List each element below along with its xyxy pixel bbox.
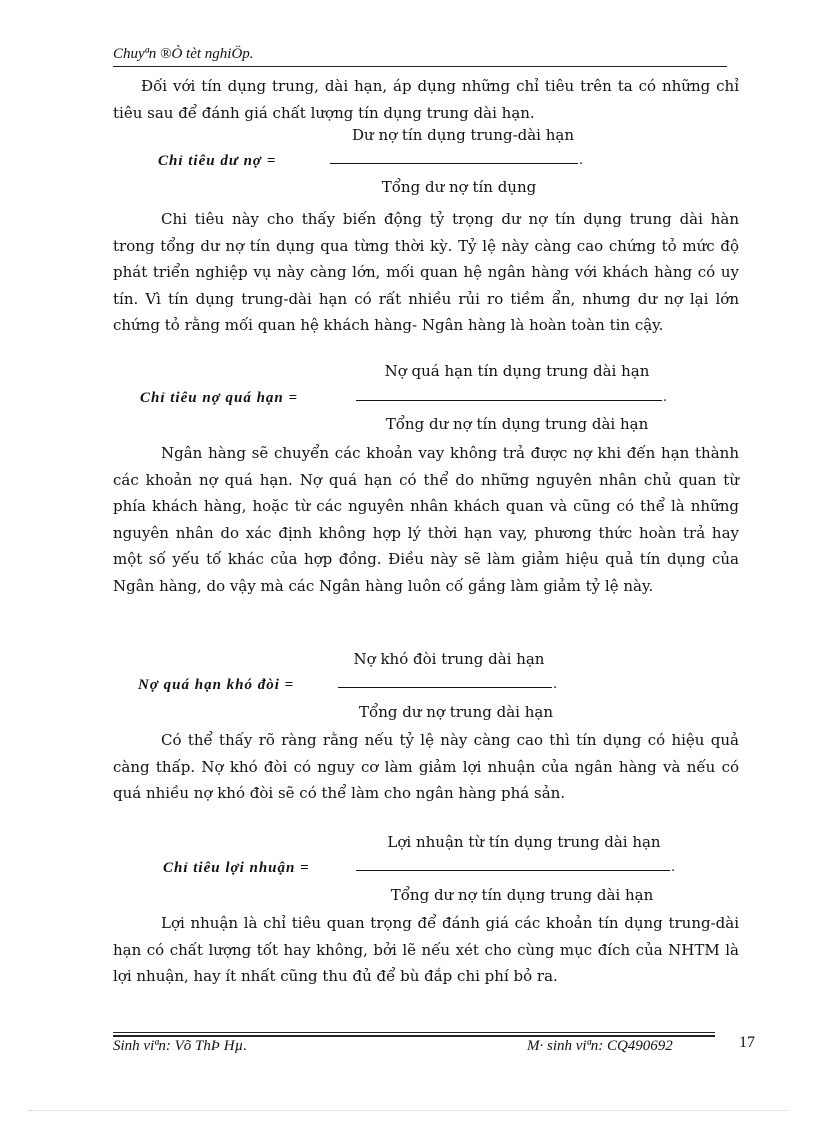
page-number: 17 bbox=[739, 1034, 755, 1051]
fraction-dot: . bbox=[579, 153, 584, 168]
formula-numerator: Nợ quá hạn tín dụng trung dài hạn bbox=[384, 362, 650, 380]
paragraph-profit-explanation: Lợi nhuận là chỉ tiêu quan trọng để đánh giá các khoản tín dụng trung-dài hạn có chất lượng tốt hay không, bởi lẽ nếu xét cho cùng mục đích của NHTM là lợi nhuận, hay ít nhất cũng thu đủ để bù đắp chi phí bỏ ra. bbox=[113, 914, 739, 985]
formula-label: Chỉ tiêu dư nợ = bbox=[158, 153, 277, 169]
formula-numerator: Lợi nhuận từ tín dụng trung dài hạn bbox=[387, 833, 661, 851]
fraction-dot: . bbox=[663, 390, 668, 405]
fraction-dot: . bbox=[671, 860, 676, 875]
fraction-bar bbox=[356, 870, 670, 871]
fraction-bar bbox=[338, 687, 552, 688]
fraction-dot: . bbox=[553, 677, 558, 692]
footer-student-id: M· sinh viªn: CQ490692 bbox=[527, 1038, 673, 1054]
footer-student-name: Sinh viªn: Võ ThÞ Hµ. bbox=[113, 1038, 248, 1054]
formula-label: Chỉ tiêu nợ quá hạn = bbox=[140, 390, 299, 406]
formula-label: Nợ quá hạn khó đòi = bbox=[138, 677, 295, 693]
paragraph-overdue-explanation: Ngân hàng sẽ chuyển các khoản vay không trả được nợ khi đến hạn thành các khoản nợ quá hạn. Nợ quá hạn có thể do những nguyên nhân chủ quan từ phía khách hàng, hoặc từ các nguyên nhân khách quan và cũng có thể là những nguyên nhân do xác định không hợp lý thời hạn vay, phương thức hoàn trả hay một số yếu tố khác của hợp đồng. Điều này sẽ làm giảm hiệu quả tín dụng của Ngân hàng, do vậy mà các Ngân hàng luôn cố gắng làm giảm tỷ lệ này. bbox=[113, 444, 739, 595]
footer-rule bbox=[113, 1032, 715, 1033]
paragraph-intro: Đối với tín dụng trung, dài hạn, áp dụng những chỉ tiêu trên ta có những chỉ tiêu sau để đánh giá chất lượng tín dụng trung dài hạn. bbox=[113, 77, 739, 122]
footer-rule-thick bbox=[113, 1035, 715, 1037]
header-rule bbox=[113, 66, 727, 67]
fraction-bar bbox=[356, 400, 662, 401]
page-header: Chuyªn ®Ò tèt nghiÖp. bbox=[113, 46, 254, 62]
paragraph-outstanding-explanation: Chi tiêu này cho thấy biến động tỷ trọng dư nợ tín dụng trung dài hàn trong tổng dư nợ tín dụng qua từng thời kỳ. Tỷ lệ này càng cao chứng tỏ mức độ phát triển nghiệp vụ này càng lớn, mối quan hệ ngân hàng với khách hàng có uy tín. Vì tín dụng trung-dài hạn có rất nhiều rủi ro tiềm ẩn, nhưng dư nợ lại lớn chứng tỏ rằng mối quan hệ khách hàng- Ngân hàng là hoàn toàn tin cậy. bbox=[113, 210, 739, 334]
formula-numerator: Dư nợ tín dụng trung-dài hạn bbox=[351, 126, 575, 144]
formula-denominator: Tổng dư nợ trung dài hạn bbox=[359, 703, 553, 721]
formula-denominator: Tổng dư nợ tín dụng trung dài hạn bbox=[390, 886, 654, 904]
formula-label: Chỉ tiêu lợi nhuận = bbox=[163, 860, 310, 876]
paragraph-bad-debt-explanation: Có thể thấy rõ ràng rằng nếu tỷ lệ này càng cao thì tín dụng có hiệu quả càng thấp. Nợ khó đòi có nguy cơ làm giảm lợi nhuận của ngân hàng và nếu có quá nhiều nợ khó đòi sẽ có thể làm cho ngân hàng phá sản. bbox=[113, 731, 739, 802]
formula-denominator: Tổng dư nợ tín dụng trung dài hạn bbox=[385, 415, 649, 433]
fraction-bar bbox=[330, 163, 578, 164]
formula-denominator: Tổng dư nợ tín dụng bbox=[381, 178, 537, 196]
formula-numerator: Nợ khó đòi trung dài hạn bbox=[353, 650, 545, 668]
page-bottom-border bbox=[28, 1110, 788, 1111]
